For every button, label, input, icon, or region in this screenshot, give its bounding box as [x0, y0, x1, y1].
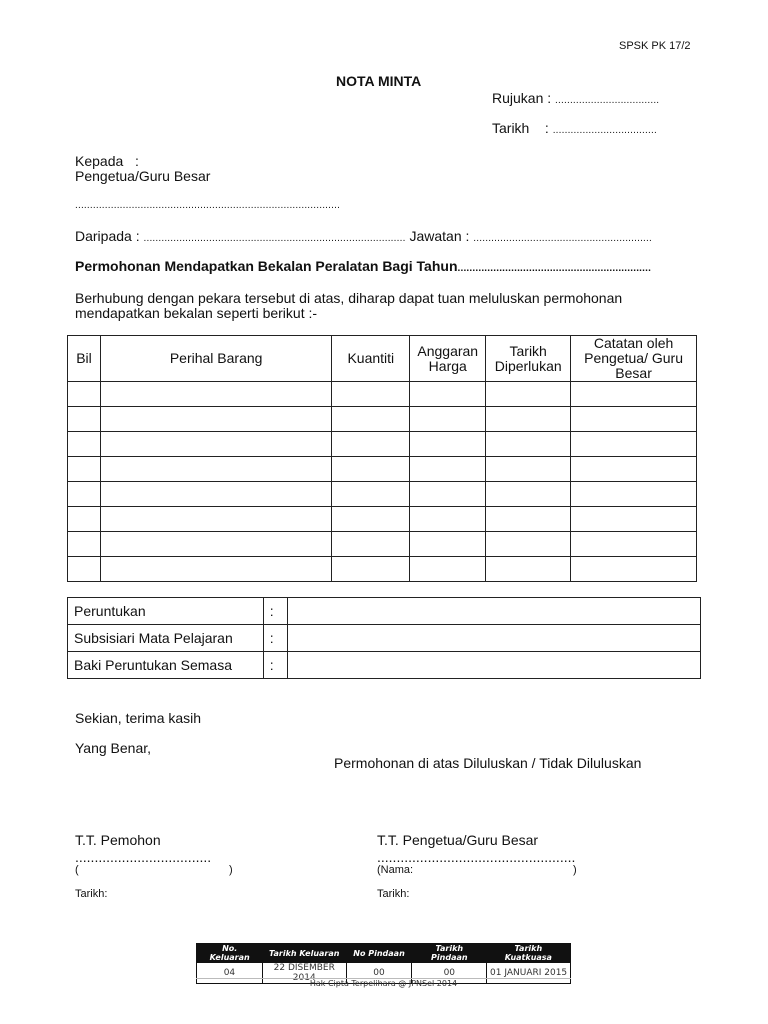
kuantiti-cell[interactable]	[332, 507, 410, 532]
bil-cell[interactable]	[68, 557, 101, 582]
kuantiti-cell[interactable]	[332, 457, 410, 482]
perihal-cell[interactable]	[100, 432, 331, 457]
perihal-cell[interactable]	[100, 382, 331, 407]
tarikh-dots: ...................................	[552, 125, 657, 136]
revision-header: No Pindaan	[346, 944, 412, 963]
tarikh-label: Tarikh :	[492, 120, 549, 136]
tarikh-cell[interactable]	[486, 432, 571, 457]
header-bil: Bil	[68, 336, 101, 382]
daripada-label: Daripada :	[75, 228, 140, 244]
sig-right-tarikh: Tarikh:	[377, 888, 410, 900]
bil-cell[interactable]	[68, 482, 101, 507]
catatan-cell[interactable]	[571, 382, 697, 407]
items-row	[68, 507, 697, 532]
items-row	[68, 382, 697, 407]
catatan-cell[interactable]	[571, 482, 697, 507]
anggaran-cell[interactable]	[410, 382, 486, 407]
revision-header: Tarikh Keluaran	[262, 944, 346, 963]
kuantiti-cell[interactable]	[332, 557, 410, 582]
allocation-table	[67, 597, 701, 679]
rujukan-label: Rujukan :	[492, 90, 552, 106]
tarikh-cell[interactable]	[486, 457, 571, 482]
revision-value: 22 DISEMBER 2014	[262, 963, 346, 984]
revision-value: 04	[197, 963, 263, 984]
sig-right-nama: (Nama:	[377, 864, 414, 876]
allocation-row	[68, 625, 701, 652]
allocation-value-field[interactable]	[287, 652, 700, 679]
anggaran-cell[interactable]	[410, 407, 486, 432]
items-row	[68, 532, 697, 557]
jawatan-dots: ............................................................	[473, 233, 652, 244]
kuantiti-cell[interactable]	[332, 407, 410, 432]
revision-value: 00	[412, 963, 487, 984]
closing-thanks: Sekian, terima kasih	[75, 710, 202, 726]
catatan-cell[interactable]	[571, 407, 697, 432]
sig-right-line[interactable]: ...................................................	[377, 849, 576, 865]
revision-header: Tarikh Pindaan	[412, 944, 487, 963]
allocation-label: Baki Peruntukan Semasa	[68, 652, 264, 679]
tarikh-cell[interactable]	[486, 557, 571, 582]
revision-value: 00	[346, 963, 412, 984]
perihal-cell[interactable]	[100, 507, 331, 532]
tarikh-cell[interactable]	[486, 507, 571, 532]
rujukan-field[interactable]	[492, 90, 659, 106]
allocation-row	[68, 598, 701, 625]
bil-cell[interactable]	[68, 532, 101, 557]
revision-header: Tarikh Kuatkuasa	[487, 944, 571, 963]
items-row	[68, 557, 697, 582]
sig-left-title: T.T. Pemohon	[75, 832, 161, 848]
body-line-2: mendapatkan bekalan seperti berikut :-	[75, 305, 318, 321]
bil-cell[interactable]	[68, 432, 101, 457]
catatan-cell[interactable]	[571, 532, 697, 557]
anggaran-cell[interactable]	[410, 532, 486, 557]
catatan-cell[interactable]	[571, 432, 697, 457]
perihal-cell[interactable]	[100, 482, 331, 507]
kuantiti-cell[interactable]	[332, 482, 410, 507]
items-row	[68, 457, 697, 482]
catatan-cell[interactable]	[571, 457, 697, 482]
allocation-colon: :	[263, 652, 287, 679]
catatan-cell[interactable]	[571, 557, 697, 582]
sig-right-paren-close: )	[573, 864, 577, 876]
sig-right-title: T.T. Pengetua/Guru Besar	[377, 832, 539, 848]
items-table	[67, 335, 697, 582]
sig-left-paren-open: (	[75, 864, 79, 876]
copyright-text: Hak Cipta Terpelihara @ JPNSel 2014	[309, 979, 458, 988]
allocation-label: Peruntukan	[68, 598, 264, 625]
allocation-colon: :	[263, 598, 287, 625]
allocation-label: Subsisiari Mata Pelajaran	[68, 625, 264, 652]
tarikh-cell[interactable]	[486, 407, 571, 432]
items-row	[68, 432, 697, 457]
sig-left-line[interactable]: ...................................	[75, 849, 212, 865]
form-code: SPSK PK 17/2	[619, 40, 691, 52]
rujukan-dots: ...................................	[555, 95, 660, 106]
items-row	[68, 407, 697, 432]
tarikh-field[interactable]	[492, 120, 657, 136]
closing-yang-benar: Yang Benar,	[75, 740, 152, 756]
kuantiti-cell[interactable]	[332, 532, 410, 557]
subject-dots[interactable]: .................................................................	[457, 263, 652, 274]
header-catatan: Catatan oleh Pengetua/ Guru Besar	[571, 336, 697, 382]
items-header-row	[68, 336, 697, 382]
items-row	[68, 482, 697, 507]
anggaran-cell[interactable]	[410, 482, 486, 507]
sig-left-tarikh: Tarikh:	[75, 888, 108, 900]
tarikh-cell[interactable]	[486, 482, 571, 507]
approval-text: Permohonan di atas Diluluskan / Tidak Diluluskan	[334, 755, 642, 771]
jawatan-label: Jawatan :	[409, 228, 470, 244]
kuantiti-cell[interactable]	[332, 432, 410, 457]
anggaran-cell[interactable]	[410, 457, 486, 482]
tarikh-cell[interactable]	[486, 532, 571, 557]
bil-cell[interactable]	[68, 382, 101, 407]
bil-cell[interactable]	[68, 457, 101, 482]
page-title: NOTA MINTA	[336, 73, 422, 89]
anggaran-cell[interactable]	[410, 432, 486, 457]
header-kuantiti: Kuantiti	[332, 336, 410, 382]
subject-text: Permohonan Mendapatkan Bekalan Peralatan Bagi Tahun	[75, 258, 458, 274]
allocation-row	[68, 652, 701, 679]
daripada-field[interactable]	[75, 228, 652, 244]
daripada-dots: ........................................................................................	[143, 233, 406, 244]
catatan-cell[interactable]	[571, 507, 697, 532]
body-line-1: Berhubung dengan pekara tersebut di atas, diharap dapat tuan meluluskan permohonan	[75, 290, 623, 306]
revision-value: 01 JANUARI 2015	[487, 963, 571, 984]
perihal-cell[interactable]	[100, 407, 331, 432]
perihal-cell[interactable]	[100, 532, 331, 557]
subject-line	[75, 258, 651, 274]
allocation-value-field[interactable]	[287, 625, 700, 652]
kuantiti-cell[interactable]	[332, 382, 410, 407]
sig-left-paren-close: )	[229, 864, 233, 876]
anggaran-cell[interactable]	[410, 557, 486, 582]
header-tarikh: Tarikh Diperlukan	[486, 336, 571, 382]
kepada-value: Pengetua/Guru Besar	[75, 168, 211, 184]
anggaran-cell[interactable]	[410, 507, 486, 532]
recipient-blank-line[interactable]: .........................................................................................	[75, 200, 341, 211]
revision-header-row	[197, 944, 571, 963]
bil-cell[interactable]	[68, 407, 101, 432]
allocation-value-field[interactable]	[287, 598, 700, 625]
header-perihal: Perihal Barang	[100, 336, 331, 382]
header-anggaran: Anggaran Harga	[410, 336, 486, 382]
revision-header: No. Keluaran	[197, 944, 263, 963]
allocation-colon: :	[263, 625, 287, 652]
perihal-cell[interactable]	[100, 557, 331, 582]
tarikh-cell[interactable]	[486, 382, 571, 407]
kepada-label: Kepada :	[75, 153, 139, 169]
perihal-cell[interactable]	[100, 457, 331, 482]
bil-cell[interactable]	[68, 507, 101, 532]
